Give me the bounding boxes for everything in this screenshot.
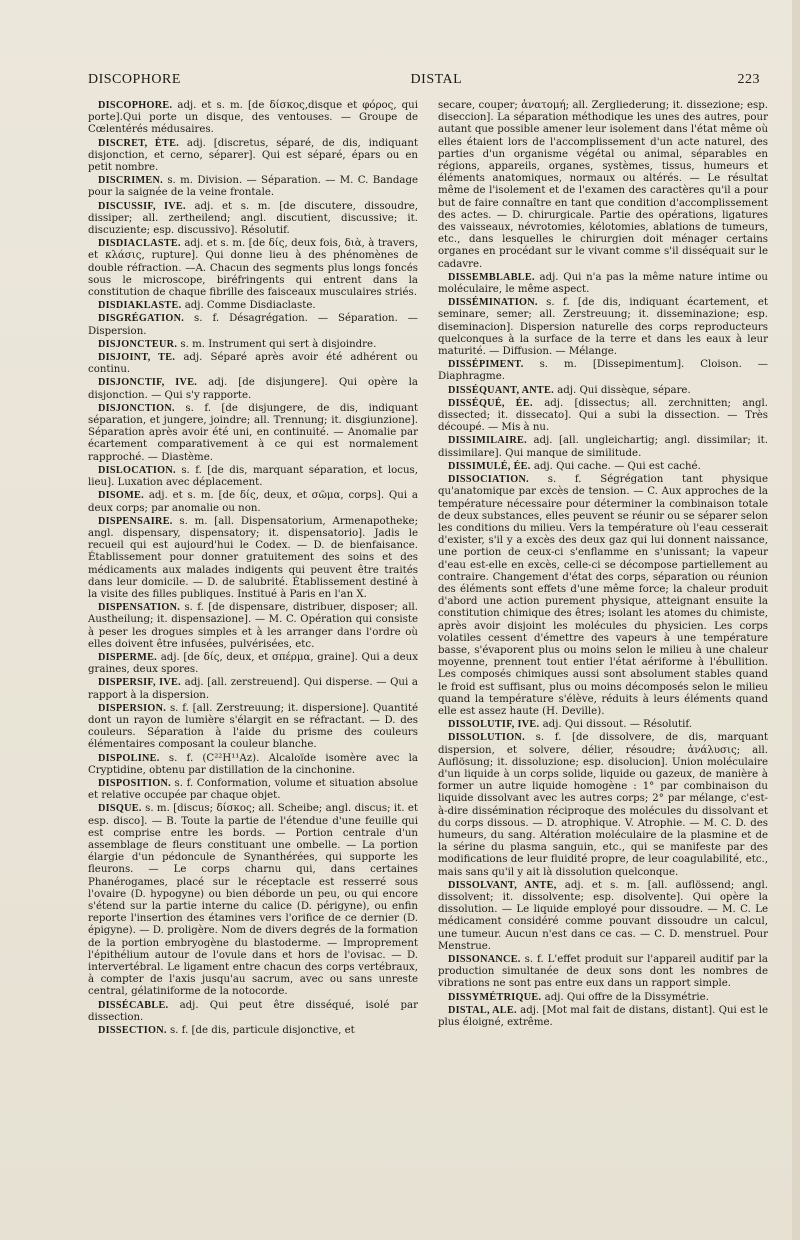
page-number: 223 [737, 72, 760, 87]
dictionary-entry [438, 297, 768, 358]
entry-definition: adj. Qui offre de la Dissymétrie. [544, 991, 709, 1003]
entry-headword: DISQUE. [98, 803, 142, 815]
entry-headword: DISSIMILAIRE. [448, 435, 527, 447]
entry-definition: adj. [all. zerstreuend]. Qui disperse. — Qui a rapport à la dispersion. [88, 677, 418, 701]
entry-definition: adj. [dissectus; all. zerchnitten; angl. dissected; it. dissecato]. Qui a subi la dissection. — Très découpé. — Mis à nu. [438, 397, 768, 434]
entry-headword: DISSECTION. [98, 1025, 167, 1037]
dictionary-entry [88, 201, 418, 238]
entry-headword: DISDIAKLASTE. [98, 300, 182, 312]
entry-headword: DISOME. [98, 490, 144, 502]
entry-definition: s. m. [Dissepimentum]. Cloison. — Diaphragme. [438, 359, 768, 383]
entry-definition: adj. [discretus, séparé, de dis, indiquant disjonction, et cerno, séparer]. Qui est séparé, épars ou en petit nombre. [88, 137, 418, 174]
running-header [88, 72, 760, 96]
entry-headword: DISSOLVANT, ANTE, [448, 879, 557, 891]
entry-definition: s. m. Division. — Séparation. — M. C. Bandage pour la saignée de la veine frontale. [88, 175, 418, 199]
entry-headword: DISPOLINE. [98, 752, 160, 764]
entry-headword: DISJONCTIF, IVE. [98, 377, 198, 389]
entry-definition: adj. Qui dissout. — Résolutif. [542, 719, 693, 731]
right-column [438, 100, 768, 1180]
entry-headword: DISSÉCABLE. [98, 999, 169, 1011]
dictionary-entry [88, 753, 418, 777]
entry-definition: s. f. [de dis, particule disjonctive, et [169, 1025, 355, 1037]
entry-definition: adj. et s. m. [all. auflössend; angl. dissolvent; it. dissolvente; esp. disolvente]. Qui opère la dissolution. — Le liquide employé pour dissoudre. — M. C. Le médicament considéré comme pouvant dissoudre un calcul, une tumeur. Aucun n'est dans ce cas. — C. D. menstruel. Pour Menstrue. [438, 879, 768, 952]
entry-headword: DISSÉQUÉ, ÉE. [448, 397, 533, 409]
entry-definition: adj. Séparé après avoir été adhérent ou continu. [88, 352, 418, 376]
dictionary-entry [88, 516, 418, 601]
entry-headword: DISPERME. [98, 651, 158, 663]
entry-headword: DISPENSAIRE. [98, 515, 173, 527]
entry-headword: DISPERSION. [98, 702, 167, 714]
entry-definition: adj. Comme Disdiaclaste. [184, 300, 316, 312]
entry-headword: DISJOINT, TE. [98, 352, 176, 364]
dictionary-entry [88, 100, 418, 137]
dictionary-entry [88, 300, 418, 312]
entry-definition: adj. [all. ungleichartig; angl. dissimilar; it. dissimilare]. Qui manque de similitude. [438, 435, 768, 459]
entry-headword: DISSYMÉTRIQUE. [448, 991, 542, 1003]
dictionary-entry [88, 339, 418, 351]
dictionary-entry [88, 803, 418, 998]
entry-headword: DISJONCTION. [98, 402, 175, 414]
entry-headword: DISSOLUTION. [448, 732, 525, 744]
entry-definition: adj. et s. m. [de δίσκος,disque et φόρος, qui porte].Qui porte un disque, des ventouses. — Groupe de Cœlentérés médusaires. [88, 100, 418, 136]
entry-headword: DISSOLUTIF, IVE. [448, 719, 540, 731]
entry-headword: DISDIACLASTE. [98, 238, 181, 250]
dictionary-entry [88, 465, 418, 489]
dictionary-entry [88, 677, 418, 701]
entry-definition: s. f. [de dispensare, distribuer, disposer; all. Austheilung; it. dispensazione]. — M. C. Opération qui consiste à peser les drogues simples et à les arranger dans l'ordre où elles doivent être infusées, pulvérisées, etc. [88, 602, 418, 650]
dictionary-entry [88, 175, 418, 199]
dictionary-entry [438, 880, 768, 953]
entry-definition: adj. et s. m. [de δίς, deux fois, διὰ, à travers, et κλάσις, rupture]. Qui donne lieu à des phénomènes de double réfraction. —A. Chacun des segments plus longs foncés sous le microscope, biréfringents qui entrent dans la constitution de chaque fibrille des faisceaux musculaires striés. [88, 238, 418, 299]
entry-headword: DISTAL, ALE. [448, 1004, 517, 1016]
entry-headword: DISSÉQUANT, ANTE. [448, 384, 554, 396]
entry-headword: DISJONCTEUR. [98, 338, 178, 350]
text-columns [88, 100, 768, 1180]
entry-definition: s. f. Désagrégation. — Séparation. — Dispersion. [88, 313, 418, 337]
entry-definition: adj. [de disjungere]. Qui opère la disjonction. — Qui s'y rapporte. [88, 377, 418, 401]
dictionary-entry [88, 352, 418, 376]
entry-definition: s. f. [de dis, marquant séparation, et locus, lieu]. Luxation avec déplacement. [88, 464, 419, 489]
entry-headword: DISSIMULÉ, ÉE. [448, 460, 531, 472]
entry-headword: DISSÉPIMENT. [448, 359, 524, 371]
entry-definition: s. f. (C²²H¹¹Az). Alcaloïde isomère avec la Cryptidine, obtenu par distillation de la cinchonine. [88, 752, 418, 776]
entry-definition: secare, couper; ἀνατομή; all. Zergliederung; it. dissezione; esp. diseccion]. La séparation méthodique les unes des autres, pour autant que possible amener leur isolement dans l'état même où elles étaient lors de l'accomplissement d'un acte naturel, des parties d'un organisme végétal ou animal, séparables en régions, appareils, organes, systèmes, tissus, humeurs et éléments anatomiques, normaux ou altérés. — Le résultat même de l'isolement et de l'examen des caractères qu'il a pour but de faire connaître en tant que condition d'accomplissement des actes. — D. chirurgicale. Partie des opérations, ligatures des vaisseaux, névrotomies, kélotomies, ablations de tumeurs, etc., dans lesquelles le chirurgien doit ménager certains organes en procédant sur le vivant comme s'il disséquait sur le cadavre. [438, 100, 768, 270]
entry-definition: adj. et s. m. [de δίς, deux, et σῶμα, corps]. Qui a deux corps; par anomalie ou non. [88, 490, 418, 514]
dictionary-entry [88, 377, 418, 401]
dictionary-entry [438, 992, 768, 1004]
dictionary-entry [438, 732, 768, 878]
dictionary-entry [88, 703, 418, 752]
dictionary-entry [88, 138, 418, 175]
entry-headword: DISSÉMINATION. [448, 297, 538, 309]
dictionary-entry [88, 490, 418, 514]
entry-definition: adj. Qui cache. — Qui est caché. [533, 460, 701, 472]
entry-definition: adj. et s. m. [de discutere, dissoudre, dissiper; all. zertheilend; angl. discutient, discussive; it. discuziente; esp. discussivo]. Résolutif. [88, 200, 418, 237]
dictionary-entry [438, 398, 768, 435]
dictionary-entry [438, 435, 768, 459]
entry-definition: s. f. [all. Zerstreuung; it. dispersione]. Quantité dont un rayon de lumière s'élargit en se réfractant. — D. des couleurs. Séparation à l'aide du prisme des couleurs élémentaires composant la couleur blanche. [88, 702, 418, 751]
dictionary-entry [438, 100, 768, 271]
entry-definition: adj. [Mot mal fait de distans, distant]. Qui est le plus éloigné, extrême. [438, 1004, 768, 1029]
entry-headword: DISCOPHORE. [98, 100, 173, 111]
entry-headword: DISSOCIATION. [448, 474, 529, 486]
entry-headword: DISCRET, ÈTE. [98, 137, 180, 149]
entry-definition: adj. [de δίς, deux, et σπέρμα, graine]. Qui a deux graines, deux spores. [88, 651, 418, 676]
entry-headword: DISSONANCE. [448, 954, 521, 966]
dictionary-entry [438, 359, 768, 383]
dictionary-entry [438, 461, 768, 473]
entry-headword: DISPENSATION. [98, 602, 181, 614]
entry-headword: DISCRIMEN. [98, 175, 163, 187]
entry-definition: adj. Qui peut être disséqué, isolé par dissection. [88, 999, 418, 1023]
dictionary-entry [438, 719, 768, 731]
dictionary-entry [438, 272, 768, 296]
page-edge [792, 0, 800, 1240]
entry-definition: s. f. Conformation, volume et situation absolue et relative occupée par chaque objet. [88, 777, 418, 802]
entry-headword: DISCUSSIF, IVE. [98, 200, 186, 212]
header-right-guideword: DISTAL [410, 72, 463, 87]
dictionary-entry [88, 403, 418, 464]
entry-definition: s. m. [discus; δίσκος; all. Scheibe; angl. discus; it. et esp. disco]. — B. Toute la partie de l'étendue d'une feuille qui est comprise entre les bords. — Portion centrale d'un assemblage de fleurs constituant une ombelle. — La portion élargie d'un pédoncule de Synanthérées, qui supporte les fleurons. — Le corps charnu qui, dans certaines Phanérogames, placé sur le réceptacle est resserré sous l'ovaire (D. hypogyne) ou bien déborde un peu, ou qui encore s'étend sur la partie interne du calice (D. périgyne), ou enfin reporte l'insertion des étamines vers l'orifice de ce dernier (D. épigyne). — D. proligère. Nom de divers degrés de la formation de la portion embryogène du blastoderme. — Improprement l'épithélium autour de l'ovule dans et hors de l'ovisac. — D. intervertébral. Le ligament entre chacun des corps vertébraux, à compter de l'axis jusqu'au sacrum, avec ou sans unreste central, gélatiniforme de la notocorde. [88, 803, 418, 998]
entry-definition: s. f. [de dissolvere, de dis, marquant dispersion, et solvere, délier, résoudre; ἀνάλυσις; all. Auflösung; it. dissoluzione; esp. disolucion]. Union moléculaire d'un liquide à un corps solide, liquide ou gazeux, de manière à former un autre liquide homogène : 1° par combinaison du liquide dissolvant avec les autres corps; 2° par mélange, c'est-à-dire dissémination réciproque des molécules du dissolvant et du corps dissous. — D. atrophique. V. Atrophie. — M. C. D. des humeurs, du sang. Altération moléculaire de la plasmine et de la sérine du plasma sanguin, etc., qui se manifeste par des modifications de leur fluidité propre, de leur coagulabilité, etc., mais sans qu'il y ait là dissolution quelconque. [438, 732, 768, 878]
left-column [88, 100, 418, 1180]
dictionary-entry [88, 313, 418, 337]
dictionary-entry [88, 778, 418, 802]
entry-definition: s. f. [de dis, indiquant écartement, et seminare, semer; all. Zerstreuung; it. disseminazione; esp. diseminacion]. Dispersion naturelle des corps reproducteurs quelconques à la surface de la terre et dans les eaux à leur maturité. — Diffusion. — Mélange. [438, 297, 768, 358]
entry-definition: s. f. L'effet produit sur l'appareil auditif par la production simultanée de deux sons dont les nombres de vibrations ne sont pas entre eux dans un rapport simple. [438, 954, 768, 990]
dictionary-entry [88, 238, 418, 299]
entry-definition: s. f. Ségrégation tant physique qu'anatomique par excès de tension. — C. Aux approches de la température nécessaire pour déterminer la combinaison totale de deux substances, elles peuvent se réunir ou se séparer selon les conditions du milieu. Vers la température où l'eau cesserait d'exister, s'il y a excès des deux gaz qui lui donnent naissance, une portion de ceux-ci s'enflamme en s'unissant; la vapeur d'eau est-elle en excès, celle-ci se décompose partiellement au contraire. Changement d'état des corps, séparation ou réunion des éléments sont effets d'une même force; la chaleur produit d'abord une action purement physique, atteignant ensuite la constitution chimique des êtres; isolant les atomes du chimiste, après avoir disjoint les molécules du physicien. Les corps volatiles cessent d'émettre des vapeurs à une température basse, s'évaporent plus ou moins selon le milieu à une chaleur moyenne, prennent tout entier l'état aériforme à l'ébullition. Les composés chimiques aussi sont absolument stables quand le froid est suffisant, plus ou moins décomposés selon le milieu quand la température s'élève, réduits à leurs éléments quand elle est assez haute (H. Deville). [438, 474, 768, 717]
dictionary-entry [88, 602, 418, 651]
entry-headword: DISPERSIF, IVE. [98, 677, 181, 689]
dictionary-entry [88, 1000, 418, 1024]
header-left-guideword: DISCOPHORE [88, 72, 181, 87]
dictionary-entry [438, 474, 768, 718]
dictionary-entry [438, 954, 768, 991]
dictionary-entry [88, 652, 418, 676]
entry-headword: DISGRÉGATION. [98, 313, 185, 325]
dictionary-entry [88, 1025, 418, 1037]
entry-headword: DISLOCATION. [98, 464, 176, 476]
entry-definition: adj. Qui dissèque, sépare. [557, 384, 691, 396]
dictionary-entry [438, 1005, 768, 1029]
entry-definition: s. m. [all. Dispensatorium, Armenapotheke; angl. dispensary, dispensatory; it. dispensatorio]. Jadis le recueil qui est aujourd'hui le Codex. — D. de bienfaisance. Établissement pour donner gratuitement des soins et des médicaments aux malades indigents qui peuvent être traités dans leur domicile. — D. de salubrité. Établissement destiné à la visite des filles publiques. Institué à Paris en l'an X. [88, 515, 418, 600]
entry-definition: s. m. Instrument qui sert à disjoindre. [180, 338, 377, 350]
entry-headword: DISPOSITION. [98, 777, 171, 789]
entry-headword: DISSEMBLABLE. [448, 271, 535, 283]
entry-definition: s. f. [de disjungere, de dis, indiquant séparation, et jungere, joindre; all. Trennung; it. disgiunzione]. Séparation après avoir été uni, en continuité. — Anomalie par écartement comparativement à ce qui est normalement rapproché. — Diastème. [88, 402, 418, 463]
entry-definition: adj. Qui n'a pas la même nature intime ou moléculaire, le même aspect. [438, 271, 768, 296]
dictionary-entry [438, 385, 768, 397]
